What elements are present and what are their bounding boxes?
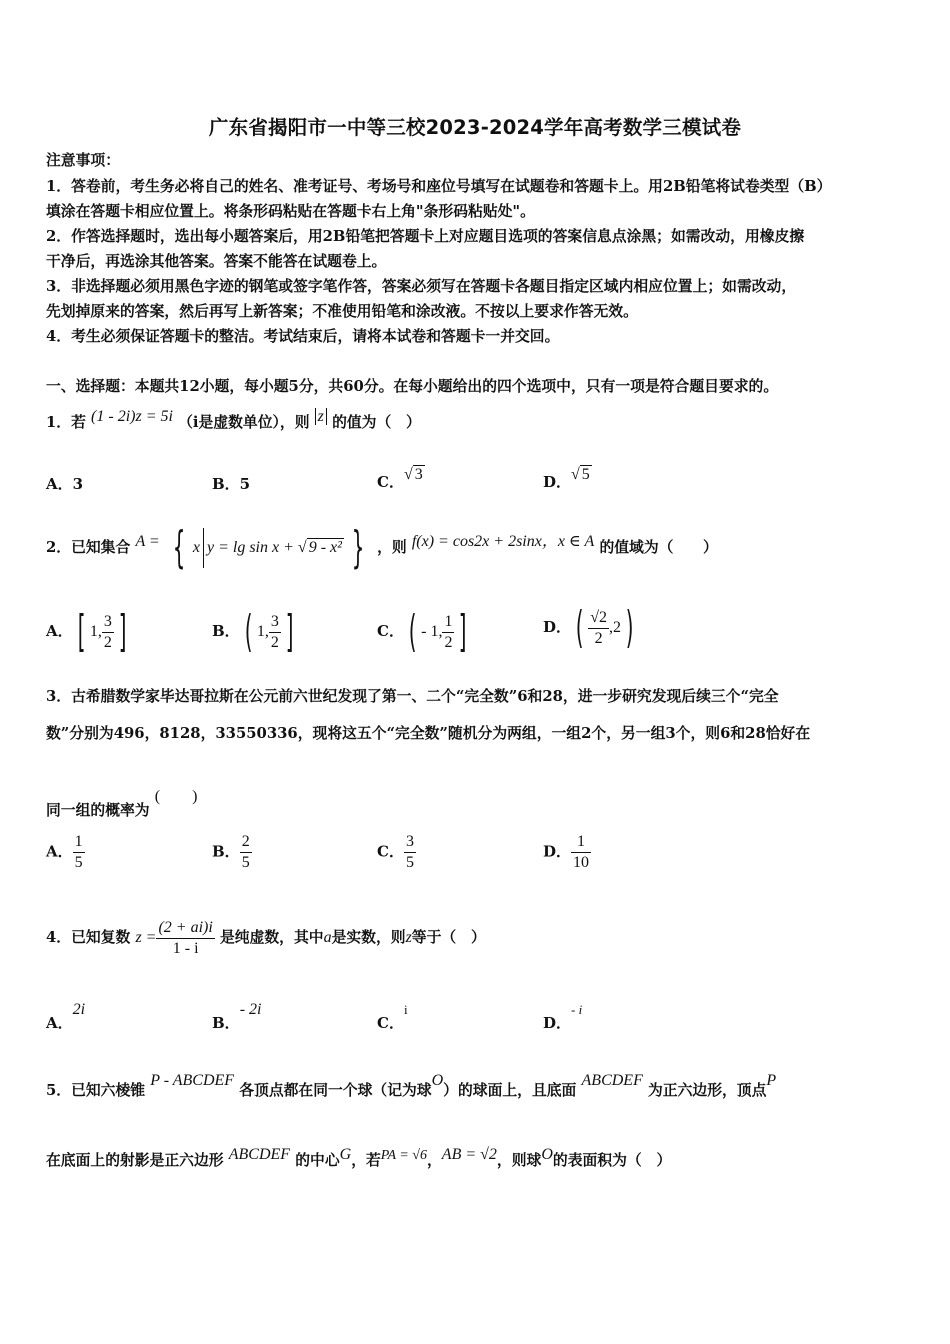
q2-option-a[interactable]: A． [ 1, $\frac{3}{2}$ ] <box>46 606 127 657</box>
question-5-line-1: 5．已知六棱锥 P - ABCDEF 各顶点都在同一个球（记为球O）的球面上，且底面 ABCDEF 为正六边形，顶点P <box>46 1072 777 1099</box>
q1-option-a[interactable]: A．3 <box>46 475 84 493</box>
question-3-line-1: 3．古希腊数学家毕达哥拉斯在公元前六世纪发现了第一、二个“完全数”6和28，进一步研究发现后续三个“完全 <box>46 688 779 705</box>
question-1-stem: 1．若 (1 - 2i)z = 5i （i是虚数单位），则 z 的值为（ ） <box>46 408 421 431</box>
notice-line-2: 填涂在答题卡相应位置上。将条形码粘贴在答题卡右上角"条形码粘贴处"。 <box>46 203 535 220</box>
question-4-stem: 4．已知复数 z = $\frac{(2 + ai)i}{1 - i}$ 是纯虚数，其中a是实数，则z等于（ ） <box>46 918 486 957</box>
question-3-line-2: 数”分别为496，8128，33550336，现将这五个“完全数”随机分为两组，一组2个，另一组3个，则6和28恰好在 <box>46 725 811 742</box>
notice-line-4: 干净后，再选涂其他答案。答案不能答在试题卷上。 <box>46 253 387 270</box>
section-heading: 一、选择题：本题共12小题，每小题5分，共60分。在每小题给出的四个选项中，只有一项是符合题目要求的。 <box>46 378 779 395</box>
q3-option-a[interactable]: A． $\frac{1}{5}$ <box>46 833 83 871</box>
notice-line-3: 2．作答选择题时，选出每小题答案后，用2B铅笔把答题卡上对应题目选项的答案信息点涂黑；如需改动，用橡皮擦 <box>46 228 805 245</box>
q1-option-c[interactable]: C．√ 3 <box>377 466 423 491</box>
q2-function: f(x) = cos2x + 2sinx，x ∈ A <box>411 533 595 550</box>
notice-line-6: 先划掉原来的答案，然后再写上新答案；不准使用铅笔和涂改液。不按以上要求作答无效。 <box>46 303 638 320</box>
page-title: 广东省揭阳市一中等三校2023-2024学年高考数学三模试卷 <box>208 116 742 139</box>
question-3-line-3: 同一组的概率为 ( ) <box>46 788 198 819</box>
question-2-stem: 2．已知集合 A = { x y = lg sin x + √ 9 - x² } ，则 f(x) = cos2x + 2sinx，x ∈ A 的值域为（ ） <box>46 522 718 573</box>
q3-option-c[interactable]: C． $\frac{3}{5}$ <box>377 833 414 871</box>
q1-option-b[interactable]: B．5 <box>212 475 251 493</box>
q1-option-d[interactable]: D．√ 5 <box>543 466 590 491</box>
q4-option-c[interactable]: C．i <box>377 1002 408 1032</box>
q2-option-c[interactable]: C． ( - 1, $\frac{1}{2}$ ] <box>377 606 467 657</box>
q2-set-definition: y = lg sin x + <box>206 539 298 556</box>
q1-abs-z: z <box>315 408 327 425</box>
q4-option-b[interactable]: B．- 2i <box>212 1001 262 1032</box>
q2-option-d[interactable]: D． ( $\frac{√2}{2}$ ,2 ) <box>543 602 634 653</box>
q3-option-b[interactable]: B． $\frac{2}{5}$ <box>212 833 250 871</box>
q4-option-d[interactable]: D．- i <box>543 1002 583 1032</box>
notice-line-5: 3．非选择题必须用黑色字迹的钢笔或签字笔作答，答案必须写在答题卡各题目指定区域内相应位置上；如需改动， <box>46 278 797 295</box>
q1-equation: (1 - 2i)z = 5i <box>91 408 173 425</box>
notice-line-7: 4．考生必须保证答题卡的整洁。考试结束后，请将本试卷和答题卡一并交回。 <box>46 328 560 345</box>
q2-option-b[interactable]: B． ( 1, $\frac{3}{2}$ ] <box>212 606 294 657</box>
q4-option-a[interactable]: A．2i <box>46 1001 86 1032</box>
notice-heading: 注意事项： <box>46 152 120 169</box>
notice-line-1: 1．答卷前，考生务必将自己的姓名、准考证号、考场号和座位号填写在试题卷和答题卡上。用2B铅笔将试卷类型（B） <box>46 178 832 195</box>
q3-option-d[interactable]: D． $\frac{1}{10}$ <box>543 833 590 871</box>
question-5-line-2: 在底面上的射影是正六边形 ABCDEF 的中心G，若PA = √6，AB = √2，则球O的表面积为（ ） <box>46 1146 672 1169</box>
q4-fraction: $\frac{(2 + ai)i}{1 - i}$ <box>158 918 213 957</box>
